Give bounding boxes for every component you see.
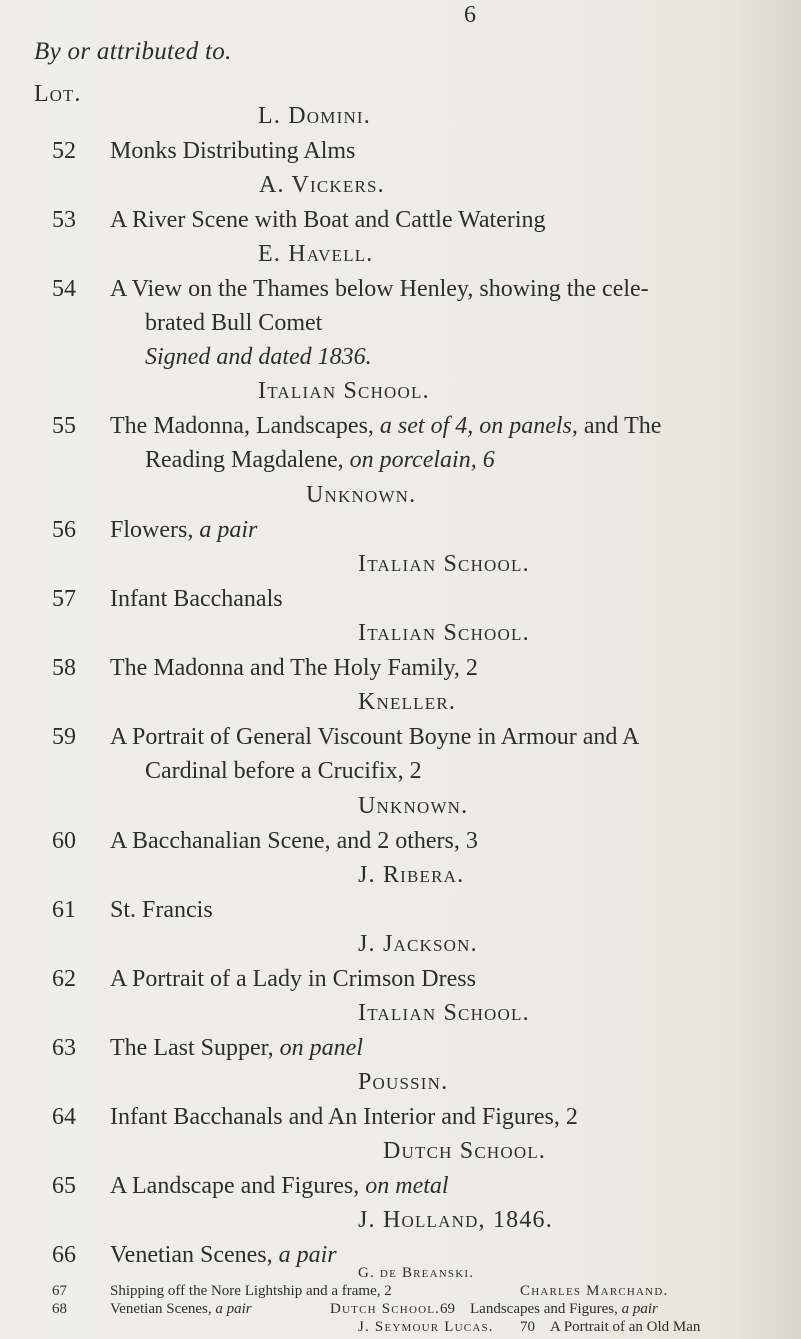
lot-title-medium: on panel [279, 1035, 363, 1061]
lot-title-continued: Cardinal before a Crucifix, 2 [145, 758, 422, 784]
lot-column-label: Lot. [34, 81, 82, 107]
lot-number: 68 [52, 1301, 67, 1317]
artist-attribution: J. Holland, 1846. [358, 1207, 553, 1233]
lot-title: A Portrait of General Viscount Boyne in Armour and A [110, 724, 640, 750]
lot-title: A Portrait of a Lady in Crimson Dress [110, 966, 476, 992]
lot-title-medium: a pair [278, 1242, 337, 1268]
lot-title: St. Francis [110, 897, 213, 923]
lot-number: 67 [52, 1283, 67, 1299]
artist-attribution: Italian School. [358, 551, 530, 577]
lot-number: 54 [52, 276, 76, 302]
lot-title: A River Scene with Boat and Cattle Watering [110, 207, 546, 233]
lot-title-text: The Madonna, Landscapes, [110, 413, 374, 439]
lot-number: 55 [52, 413, 76, 439]
lot-title: Shipping off the Nore Lightship and a frame, 2 [110, 1283, 392, 1299]
lot-title: A Portrait of an Old Man [550, 1319, 701, 1335]
lot-title-continued [145, 443, 495, 477]
lot-title-text: Venetian Scenes, [110, 1242, 273, 1268]
lot-number: 65 [52, 1173, 76, 1199]
lot-title-text: Reading Magdalene, [145, 447, 344, 473]
artist-attribution: Italian School. [358, 620, 530, 646]
lot-number: 62 [52, 966, 76, 992]
lot-number: 60 [52, 828, 76, 854]
lot-title-medium: a pair [621, 1301, 658, 1317]
lot-title [110, 1300, 252, 1318]
lot-title: A View on the Thames below Henley, showing the cele- [110, 276, 649, 302]
artist-attribution: L. Domini. [258, 103, 371, 129]
page-number: 6 [464, 2, 476, 28]
artist-attribution: G. de Breanski. [358, 1265, 475, 1281]
artist-attribution: J. Seymour Lucas. [358, 1319, 494, 1335]
lot-title [110, 409, 661, 443]
lot-title-continued: brated Bull Comet [145, 310, 323, 336]
lot-title-medium: on metal [365, 1173, 449, 1199]
lot-number: 63 [52, 1035, 76, 1061]
lot-signature-note: Signed and dated 1836. [145, 344, 372, 370]
lot-number: 59 [52, 724, 76, 750]
artist-attribution: A. Vickers. [259, 172, 385, 198]
artist-attribution: Unknown. [358, 793, 469, 819]
lot-title-text: Flowers, [110, 517, 194, 543]
lot-title [110, 513, 257, 547]
lot-title-text: The Last Supper, [110, 1035, 274, 1061]
artist-attribution: Dutch School. [383, 1138, 547, 1164]
lot-number: 69 [440, 1301, 455, 1317]
artist-attribution: E. Havell. [258, 241, 374, 267]
lot-title [110, 1031, 363, 1065]
lot-title-medium: a pair [199, 517, 258, 543]
lot-title-text: Venetian Scenes, [110, 1301, 212, 1317]
artist-attribution: Unknown. [306, 482, 417, 508]
artist-attribution: Charles Marchand. [520, 1283, 669, 1299]
artist-attribution: J. Jackson. [358, 931, 478, 957]
lot-title: Infant Bacchanals [110, 586, 283, 612]
artist-attribution: Dutch School. [330, 1301, 441, 1317]
artist-attribution: Kneller. [358, 689, 457, 715]
lot-title [470, 1300, 658, 1318]
lot-title: The Madonna and The Holy Family, 2 [110, 655, 478, 681]
lot-number: 53 [52, 207, 76, 233]
lot-number: 66 [52, 1242, 76, 1268]
lot-title: Infant Bacchanals and An Interior and Figures, 2 [110, 1104, 578, 1130]
lot-number: 56 [52, 517, 76, 543]
lot-title-medium: a pair [215, 1301, 252, 1317]
artist-attribution: Italian School. [358, 1000, 530, 1026]
lot-title-text: Landscapes and Figures, [470, 1301, 618, 1317]
lot-number: 58 [52, 655, 76, 681]
lot-title: A Bacchanalian Scene, and 2 others, 3 [110, 828, 478, 854]
lot-title: Monks Distributing Alms [110, 138, 356, 164]
lot-title-text: A Landscape and Figures, [110, 1173, 360, 1199]
artist-attribution: Italian School. [258, 378, 430, 404]
lot-title-medium: a set of 4, on panels, [379, 413, 578, 439]
lot-title [110, 1169, 449, 1203]
lot-number: 57 [52, 586, 76, 612]
artist-attribution: Poussin. [358, 1069, 449, 1095]
page-header: By or attributed to. [34, 38, 232, 65]
lot-number: 70 [520, 1319, 535, 1335]
lot-number: 64 [52, 1104, 76, 1130]
lot-number: 52 [52, 138, 76, 164]
artist-attribution: J. Ribera. [358, 862, 465, 888]
lot-title-tail: and The [583, 413, 662, 439]
lot-title-medium: on porcelain, 6 [349, 447, 495, 473]
lot-number: 61 [52, 897, 76, 923]
lot-title [110, 1238, 337, 1272]
